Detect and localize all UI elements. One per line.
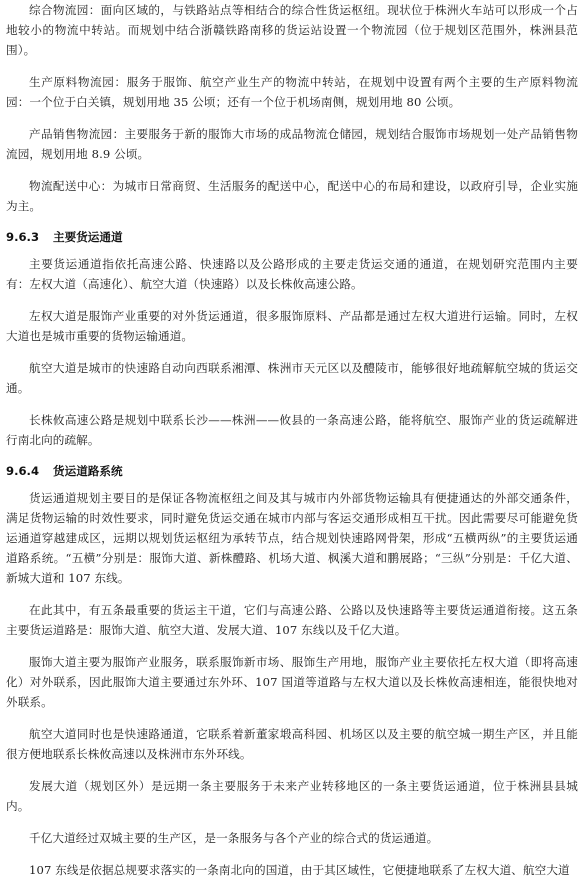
paragraph-five-main-roads: 在此其中，有五条最重要的货运主干道，它们与高速公路、公路以及快速路等主要货运通道衔接。这五条主要货运道路是：服饰大道、航空大道、发展大道、107 东线以及千亿大道。 [6, 603, 578, 637]
section-number: 9.6.3 [6, 230, 40, 244]
section-title: 主要货运通道 [53, 230, 123, 244]
section-heading-964 [6, 462, 578, 480]
paragraph-107-east-line: 107 东线是依据总规要求落实的一条南北向的国道，由于其区域性，它便捷地联系了左权大道、航空大道 [29, 863, 570, 877]
paragraph-comprehensive-logistics-park: 综合物流园：面向区域的，与铁路站点等相结合的综合性货运枢纽。现状位于株洲火车站可以形成一个占地较小的物流中转站。而规划中结合浙赣铁路南移的货运站设置一个物流园（位于规划区范围外，株洲县范围）。 [6, 3, 578, 57]
section-heading-963 [6, 228, 578, 246]
paragraph-freight-road-planning: 货运通道规划主要目的是保证各物流枢纽之间及其与城市内外部货物运输具有便捷通达的外部交通条件，满足货物运输的时效性要求，同时避免货运交通在城市内部与客运交通形成相互干扰。因此需要尽可能避免货运通道穿越建成区，远期以规划货运枢纽为承转节点，结合规划快速路网骨架，形成“五横两纵”的主要货运通道路系统。“五横”分别是：服饰大道、新株醴路、机场大道、枫溪大道和鹏展路；“三纵”分别是：千亿大道、新城大道和 107 东线。 [6, 491, 578, 585]
paragraph-fushi-avenue: 服饰大道主要为服饰产业服务，联系服饰新市场、服饰生产用地，服饰产业主要依托左权大道（即将高速化）对外联系，因此服饰大道主要通过东外环、107 国道等道路与左权大道以及长株攸高速相连，能很快地对外联系。 [6, 655, 578, 709]
section-title: 货运道路系统 [53, 464, 123, 478]
paragraph-changzhuyou-expressway: 长株攸高速公路是规划中联系长沙——株洲——攸县的一条高速公路，能将航空、服饰产业的货运疏解进行南北向的疏解。 [6, 413, 578, 447]
paragraph-fazhan-avenue: 发展大道（规划区外）是远期一条主要服务于未来产业转移地区的一条主要货运通道，位于株洲县县城内。 [6, 779, 578, 813]
paragraph-distribution-center: 物流配送中心：为城市日常商贸、生活服务的配送中心，配送中心的布局和建设，以政府引导，企业实施为主。 [6, 179, 578, 213]
paragraph-product-sales-logistics-park: 产品销售物流园：主要服务于新的服饰大市场的成品物流仓储园，规划结合服饰市场规划一处产品销售物流园，规划用地 8.9 公顷。 [6, 127, 578, 161]
paragraph-hangkong-avenue-2: 航空大道同时也是快速路通道，它联系着新董家塅高科园、机场区以及主要的航空城一期生产区，并且能很方便地联系长株攸高速以及株洲市东外环线。 [6, 727, 578, 761]
paragraph-raw-material-logistics-park: 生产原料物流园：服务于服饰、航空产业生产的物流中转站，在规划中设置有两个主要的生产原料物流园：一个位于白关镇，规划用地 35 公顷；还有一个位于机场南侧，规划用地 80 公顷。 [6, 75, 578, 109]
paragraph-zuoquan-avenue: 左权大道是服饰产业重要的对外货运通道，很多服饰原料、产品都是通过左权大道进行运输。同时，左权大道也是城市重要的货物运输通道。 [6, 309, 578, 343]
paragraph-qianyi-avenue: 千亿大道经过双城主要的生产区，是一条服务与各个产业的综合式的货运通道。 [29, 831, 439, 845]
paragraph-hangkong-avenue: 航空大道是城市的快速路自动向西联系湘潭、株洲市天元区以及醴陵市，能够很好地疏解航空城的货运交通。 [6, 361, 578, 395]
paragraph-main-freight-corridors: 主要货运通道指依托高速公路、快速路以及公路形成的主要走货运交通的通道，在规划研究范围内主要有：左权大道（高速化）、航空大道（快速路）以及长株攸高速公路。 [6, 257, 578, 291]
section-number: 9.6.4 [6, 464, 40, 478]
